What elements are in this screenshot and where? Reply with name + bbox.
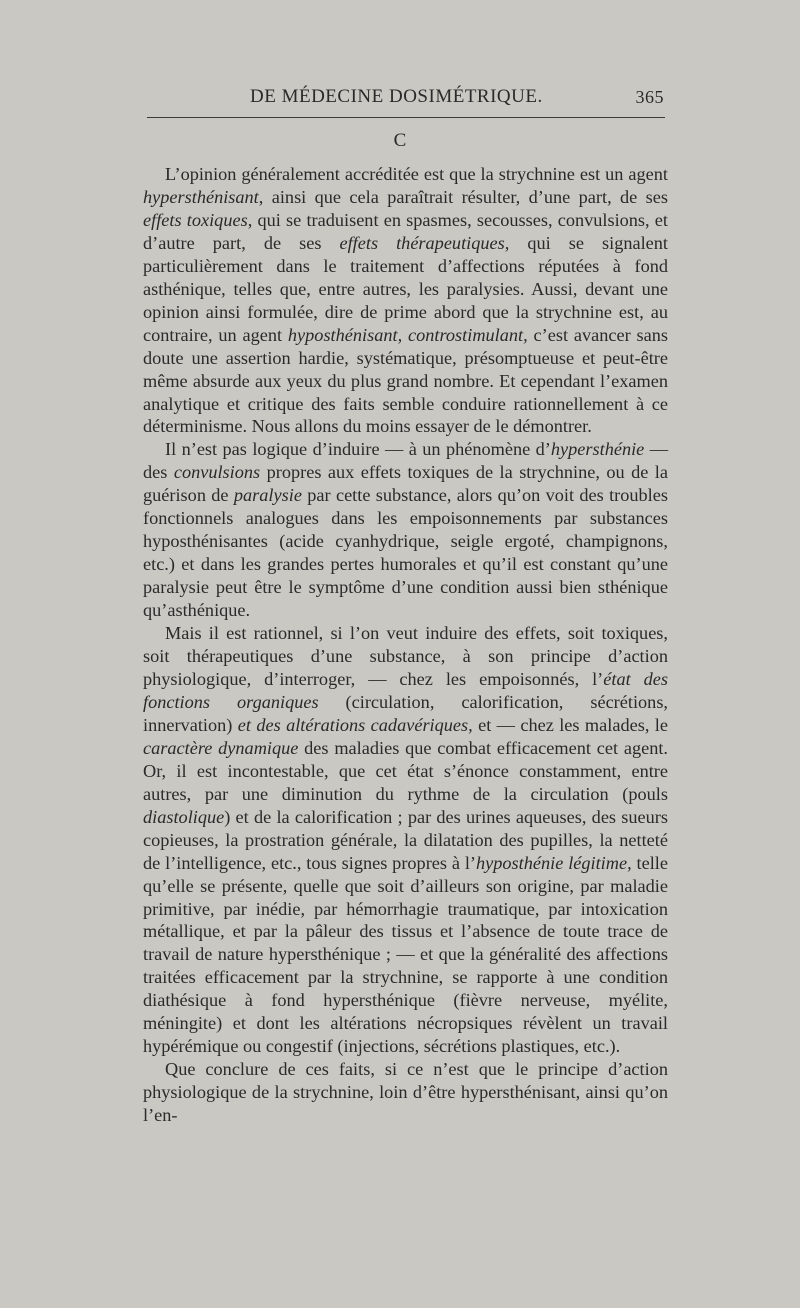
italic-run: effets toxiques: [143, 209, 248, 230]
text-run: Il n’est pas logique d’induire — à un phénomène d’: [165, 439, 551, 460]
text-run: , qui se traduisent en spasmes, secousses, convulsions, et d’autre part, de ses: [143, 209, 669, 253]
text-run: propres aux effets toxiques de la strychnine, ou de la guérison de: [143, 462, 668, 506]
italic-run: état des fonctions organiques: [143, 668, 668, 712]
text-run: telle qu’elle se présente, quelle que soit d’ailleurs son origine, par maladie primitive, par inédie, par hémorrhagie traumatique, par intoxication métallique, et par la pâleur des tissus et l’absence de toute trace de travail de nature hypersthénique ; — et que la généralité des affections traitées efficacement par la strychnine, se rapporte à une condition diathésique à fond hypersthénique (fièvre nerveuse, myélite, méningite) et dont les altérations nécropsiques révèlent un travail hypérémique ou congestif (injections, sécrétions plastiques, etc.).: [143, 852, 668, 1057]
paragraph-3: [143, 622, 668, 1058]
text-run: , ainsi que cela paraîtrait résulter, d’une part, de ses: [258, 186, 668, 207]
text-run: c’est avancer sans doute une assertion hardie, systématique, présomptueuse et peut-être même absurde aux yeux du plus grand nombre. Et cependant l’examen analytique et critique des faits semble conduire rationnellement à ce déterminisme. Nous allons du moins essayer de le démontrer.: [143, 324, 668, 437]
text-run: ) et de la calorification ; par des urines aqueuses, des sueurs copieuses, la prostration générale, la dilatation des pupilles, la netteté de l’intelligence, etc., tous signes propres à l’: [143, 806, 668, 873]
paragraph-2: [143, 438, 668, 622]
italic-run: hyposthénie légitime,: [476, 852, 632, 873]
italic-run: hypersthénie: [550, 439, 645, 460]
italic-run: hyposthénisant, controstimulant,: [287, 324, 528, 345]
running-header: [142, 86, 664, 112]
italic-run: diastolique: [143, 806, 225, 827]
text-run: et — chez les malades, le: [472, 714, 668, 735]
italic-run: effets thérapeutiques,: [339, 232, 510, 253]
page-number: 365: [635, 87, 664, 107]
italic-run: hypersthénisant: [143, 186, 259, 207]
italic-run: et des altérations cadavériques,: [237, 714, 473, 735]
section-letter: C: [393, 130, 407, 151]
text-run: par cette substance, alors qu’on voit des troubles fonctionnels analogues dans les empoisonnements par substances hyposthénisantes (acide cyanhydrique, seigle ergoté, champignons, etc.) et dans les grandes pertes humorales et qu’il est constant qu’une paralysie peut être le symptôme d’une condition aussi bien sthénique qu’asthénique.: [143, 485, 668, 621]
text-run: L’opinion généralement accréditée est que la strychnine est un agent: [165, 164, 668, 184]
header-rule: [147, 117, 665, 118]
text-run: Que conclure de ces faits, si ce n’est que le principe d’action physiologique de la strychnine, loin d’être hypersthénisant, ainsi qu’on l’en-: [143, 1059, 668, 1126]
text-run: — des: [143, 439, 668, 483]
running-title: DE MÉDECINE DOSIMÉTRIQUE.: [250, 86, 543, 107]
text-run: Mais il est rationnel, si l’on veut induire des effets, soit toxiques, soit thérapeutiques d’une substance, à son principe d’action physiologique, d’interroger, — chez les empoisonnés, l’: [143, 623, 668, 689]
text-run: qui se signalent particulièrement dans le traitement d’affections réputées à fond asthénique, telles que, entre autres, les paralysies. Aussi, devant une opinion ainsi formulée, dire de prime abord que la strychnine est, au contraire, un agent: [143, 232, 669, 345]
italic-run: paralysie: [233, 485, 302, 506]
paragraph-4: [143, 1058, 668, 1127]
text-run: des maladies que combat efficacement cet agent. Or, il est incontestable, que cet état s’énonce constamment, entre autres, par une diminution du rythme de la circulation (pouls: [143, 737, 668, 804]
text-run: (circulation, calorification, sécrétions, innervation): [143, 691, 669, 735]
italic-run: convulsions: [173, 462, 261, 483]
body-text: [143, 163, 668, 1127]
italic-run: caractère dynamique: [143, 737, 299, 758]
paragraph-1: [143, 163, 668, 438]
